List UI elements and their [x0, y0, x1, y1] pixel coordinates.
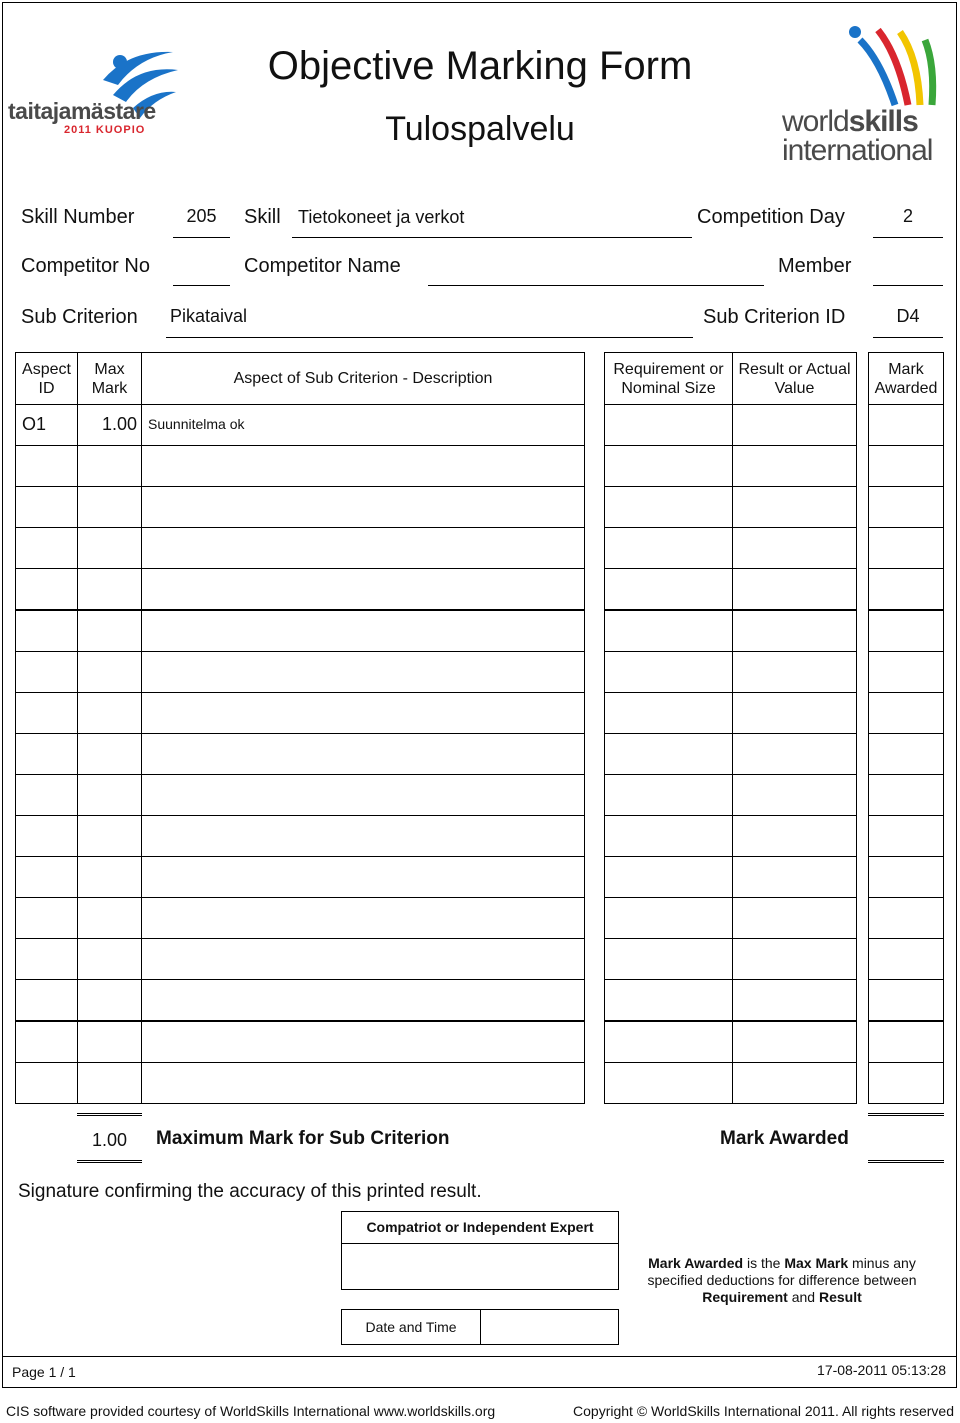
cell-aspect-id [15, 856, 78, 898]
cell-mark-awarded[interactable] [868, 733, 944, 775]
cell-result[interactable] [732, 651, 857, 693]
cell-result[interactable] [732, 486, 857, 528]
cell-aspect-id [15, 1062, 78, 1104]
cell-aspect-id [15, 733, 78, 775]
note-text-3: and [787, 1289, 819, 1305]
cell-mark-awarded[interactable] [868, 979, 944, 1021]
cell-max-mark [77, 486, 142, 528]
cell-mark-awarded[interactable] [868, 527, 944, 569]
cell-max-mark [77, 897, 142, 939]
note-text-1: is the [743, 1255, 785, 1271]
cell-requirement[interactable] [604, 1062, 733, 1104]
cell-aspect-id [15, 692, 78, 734]
cell-aspect-id: O1 [15, 404, 78, 446]
cell-max-mark [77, 938, 142, 980]
cell-requirement[interactable] [604, 815, 733, 857]
cell-result[interactable] [732, 815, 857, 857]
cell-description [141, 651, 585, 693]
cell-max-mark [77, 568, 142, 610]
cell-aspect-id [15, 445, 78, 487]
cell-aspect-id [15, 774, 78, 816]
cell-mark-awarded[interactable] [868, 610, 944, 652]
sub-criterion-value: Pikataival [166, 306, 693, 338]
cell-mark-awarded[interactable] [868, 897, 944, 939]
cell-result[interactable] [732, 979, 857, 1021]
cell-result[interactable] [732, 938, 857, 980]
cell-description [141, 568, 585, 610]
copyright-notice: Copyright © WorldSkills International 2011. All rights reserved [573, 1403, 954, 1419]
note-term-max-mark: Max Mark [784, 1255, 849, 1271]
expert-signature-field[interactable] [341, 1243, 619, 1290]
cell-result[interactable] [732, 692, 857, 734]
print-timestamp: 17-08-2011 05:13:28 [817, 1362, 946, 1378]
cell-requirement[interactable] [604, 651, 733, 693]
cell-requirement[interactable] [604, 527, 733, 569]
cell-mark-awarded[interactable] [868, 404, 944, 446]
skill-value: Tietokoneet ja verkot [292, 207, 692, 238]
cell-result[interactable] [732, 568, 857, 610]
sub-criterion-id-value: D4 [873, 306, 943, 338]
cell-aspect-id [15, 938, 78, 980]
competitor-no-label: Competitor No [21, 255, 150, 277]
cell-description [141, 979, 585, 1021]
cell-requirement[interactable] [604, 404, 733, 446]
cell-aspect-id [15, 897, 78, 939]
cell-mark-awarded[interactable] [868, 856, 944, 898]
cell-description [141, 1062, 585, 1104]
cell-max-mark [77, 733, 142, 775]
competitor-name-label: Competitor Name [244, 255, 401, 277]
competition-day-value: 2 [873, 206, 943, 238]
cell-max-mark [77, 610, 142, 652]
cell-requirement[interactable] [604, 568, 733, 610]
competitor-name-field [428, 255, 764, 286]
cell-max-mark: 1.00 [77, 404, 142, 446]
cell-result[interactable] [732, 610, 857, 652]
max-total-value: 1.00 [91, 1130, 128, 1150]
member-field [873, 255, 943, 286]
cell-requirement[interactable] [604, 856, 733, 898]
competitor-no-field [173, 255, 230, 286]
taitaja-logo-text: taitajamästare [8, 98, 156, 124]
sub-criterion-id-label: Sub Criterion ID [703, 306, 846, 328]
signature-statement: Signature confirming the accuracy of this printed result. [18, 1181, 482, 1202]
competition-day-label: Competition Day [697, 206, 845, 228]
cell-description [141, 692, 585, 734]
mark-awarded-label: Mark Awarded [720, 1128, 849, 1149]
cell-description [141, 897, 585, 939]
mark-awarded-note [632, 1255, 932, 1306]
form-subtitle: Tulospalvelu [385, 110, 575, 148]
cell-mark-awarded[interactable] [868, 938, 944, 980]
cell-description [141, 856, 585, 898]
cell-max-mark [77, 1062, 142, 1104]
cell-mark-awarded[interactable] [868, 486, 944, 528]
page-footer-bar [3, 1356, 956, 1389]
expert-label-box: Compatriot or Independent Expert [341, 1211, 619, 1244]
cell-description [141, 445, 585, 487]
cell-description [141, 1021, 585, 1063]
cell-result[interactable] [732, 1062, 857, 1104]
cell-requirement[interactable] [604, 445, 733, 487]
cell-requirement[interactable] [604, 979, 733, 1021]
cell-max-mark [77, 1021, 142, 1063]
cell-mark-awarded[interactable] [868, 651, 944, 693]
skill-number-label: Skill Number [21, 206, 135, 228]
cell-requirement[interactable] [604, 692, 733, 734]
cell-result[interactable] [732, 527, 857, 569]
cell-mark-awarded[interactable] [868, 445, 944, 487]
date-time-label-box: Date and Time [341, 1309, 481, 1345]
note-term-requirement: Requirement [702, 1289, 788, 1305]
cell-description: Suunnitelma ok [141, 404, 585, 446]
cell-requirement[interactable] [604, 897, 733, 939]
cell-result[interactable] [732, 1021, 857, 1063]
cell-max-mark [77, 651, 142, 693]
worldskills-logo-world: world [782, 105, 849, 138]
cell-aspect-id [15, 815, 78, 857]
cell-result[interactable] [732, 733, 857, 775]
cell-mark-awarded[interactable] [868, 1021, 944, 1063]
cell-aspect-id [15, 568, 78, 610]
note-text-2: minus any specified deductions for difference between [647, 1255, 917, 1288]
cell-result[interactable] [732, 445, 857, 487]
cell-mark-awarded[interactable] [868, 692, 944, 734]
cell-max-mark [77, 774, 142, 816]
taitaja-logo-subtext: 2011 KUOPIO [64, 124, 146, 136]
note-term-result: Result [818, 1289, 862, 1305]
header-mark-awarded: Mark Awarded [868, 352, 944, 405]
cell-max-mark [77, 979, 142, 1021]
cell-description [141, 486, 585, 528]
worldskills-logo-skills: skills [848, 105, 918, 138]
cell-description [141, 774, 585, 816]
cell-requirement[interactable] [604, 610, 733, 652]
cell-mark-awarded[interactable] [868, 1062, 944, 1104]
cell-requirement[interactable] [604, 938, 733, 980]
header-aspect-id: Aspect ID [15, 352, 78, 405]
cell-requirement[interactable] [604, 774, 733, 816]
cell-description [141, 527, 585, 569]
cell-requirement[interactable] [604, 1021, 733, 1063]
header-max-mark: Max Mark [77, 352, 142, 405]
cell-mark-awarded[interactable] [868, 815, 944, 857]
cell-result[interactable] [732, 774, 857, 816]
worldskills-logo-international: international [782, 134, 933, 167]
date-time-field[interactable] [480, 1309, 619, 1345]
cell-mark-awarded[interactable] [868, 568, 944, 610]
mark-awarded-bottom-rule [868, 1160, 944, 1163]
cell-result[interactable] [732, 897, 857, 939]
software-credit: CIS software provided courtesy of WorldSkills International www.worldskills.org [6, 1403, 496, 1419]
cell-description [141, 610, 585, 652]
cell-aspect-id [15, 610, 78, 652]
mark-awarded-top-rule [868, 1113, 944, 1116]
cell-aspect-id [15, 527, 78, 569]
cell-description [141, 733, 585, 775]
member-label: Member [778, 255, 852, 277]
skill-number-value: 205 [173, 206, 230, 238]
max-total-bottom-rule [77, 1160, 142, 1163]
cell-max-mark [77, 692, 142, 734]
header-requirement: Requirement or Nominal Size [604, 352, 733, 405]
cell-requirement[interactable] [604, 486, 733, 528]
cell-description [141, 815, 585, 857]
cell-max-mark [77, 527, 142, 569]
cell-result[interactable] [732, 856, 857, 898]
cell-mark-awarded[interactable] [868, 774, 944, 816]
cell-max-mark [77, 445, 142, 487]
form-title: Objective Marking Form [267, 44, 693, 88]
cell-max-mark [77, 856, 142, 898]
header-result: Result or Actual Value [732, 352, 857, 405]
max-total-top-rule [77, 1113, 142, 1116]
header-description: Aspect of Sub Criterion - Description [141, 352, 585, 405]
page-number: Page 1 / 1 [12, 1364, 76, 1380]
max-mark-label: Maximum Mark for Sub Criterion [156, 1128, 450, 1149]
skill-label: Skill [244, 206, 281, 228]
cell-result[interactable] [732, 404, 857, 446]
note-term-mark-awarded: Mark Awarded [648, 1255, 744, 1271]
sub-criterion-label: Sub Criterion [21, 306, 138, 328]
cell-description [141, 938, 585, 980]
cell-requirement[interactable] [604, 733, 733, 775]
cell-aspect-id [15, 651, 78, 693]
cell-aspect-id [15, 486, 78, 528]
cell-aspect-id [15, 979, 78, 1021]
cell-aspect-id [15, 1021, 78, 1063]
cell-max-mark [77, 815, 142, 857]
